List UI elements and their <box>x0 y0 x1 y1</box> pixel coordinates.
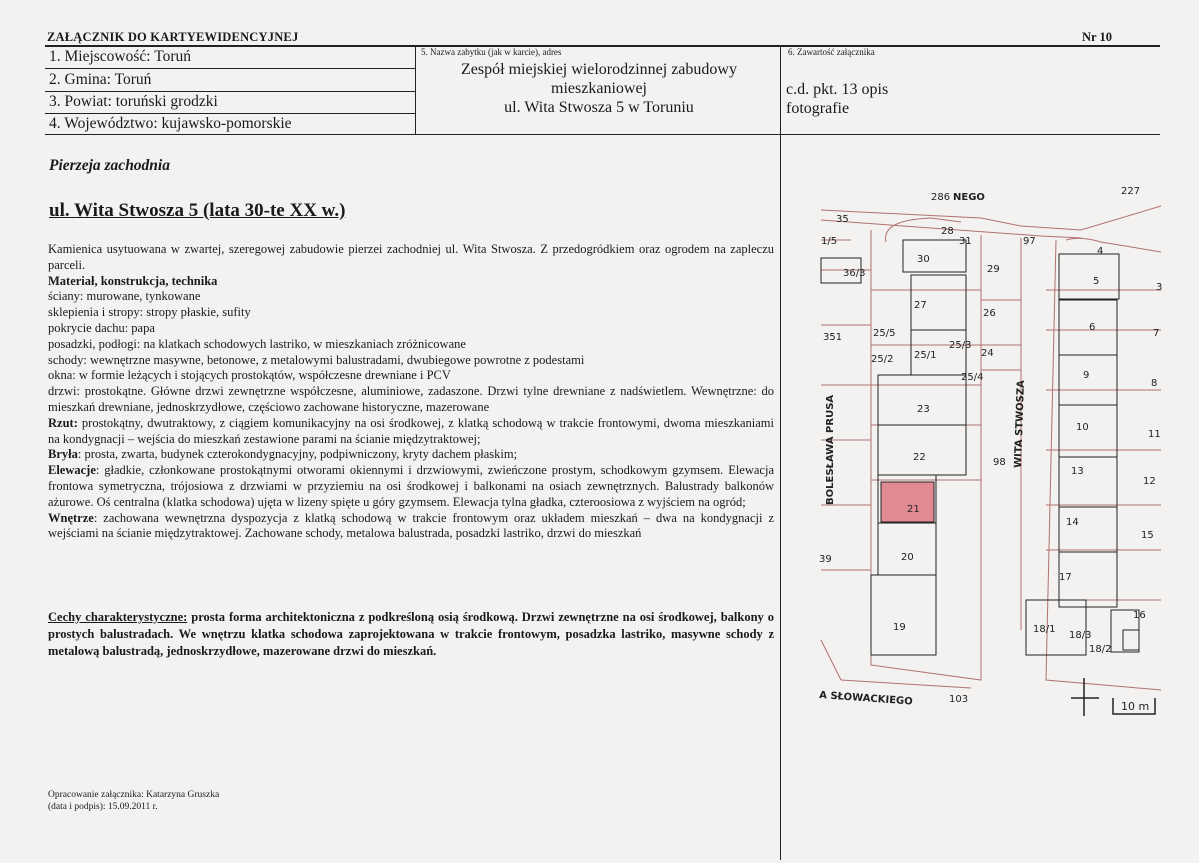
map-parcel-number: 5 <box>1093 276 1100 287</box>
monument-name <box>418 60 780 117</box>
map-street-top-right: 227 <box>1121 186 1141 197</box>
map-label: 18/3 <box>1069 630 1092 641</box>
map-label: 7 <box>1153 328 1160 339</box>
desc-windows: okna: w formie leżących i stojących prostokątów, współczesne drewniane i PCV <box>48 368 451 383</box>
characteristic-features <box>48 609 774 660</box>
map-label: 26 <box>983 308 996 319</box>
location-row-line-2 <box>45 91 415 92</box>
map-parcel-number: 22 <box>913 452 926 463</box>
map-label: 25/4 <box>961 372 984 383</box>
map-parcel-number: 27 <box>914 300 927 311</box>
map-label: 35 <box>836 214 849 225</box>
map-label: 8 <box>1151 378 1158 389</box>
map-label: 11 <box>1148 429 1161 440</box>
map-parcel-number: 14 <box>1066 517 1079 528</box>
frame-divider-1 <box>415 45 416 135</box>
map-parcel-number: 30 <box>917 254 930 265</box>
desc-body: Bryła: prosta, zwarta, budynek czterokondygnacyjny, podpiwniczony, kryty dachem płaskim; <box>48 447 518 462</box>
desc-plan: Rzut: prostokątny, dwutraktowy, z ciągiem komunikacyjny na osi środkowej, z klatką schodową w trakcie frontowymi, dwoma mieszkaniami na kondygnacji – wejścia do mieszkań zestawione parami na ścianie międzytraktowej; <box>48 415 775 446</box>
map-parcel-number: 19 <box>893 622 906 633</box>
map-parcel-number: 23 <box>917 404 930 415</box>
map-parcel-number: 21 <box>907 504 920 515</box>
building-heading: ul. Wita Stwosza 5 (lata 30-te XX w.) <box>49 200 346 221</box>
scale-label: 10 m <box>1121 700 1150 713</box>
map-parcel-number: 13 <box>1071 466 1084 477</box>
map-street-west: BOLESŁAWA PRUSA <box>825 394 836 505</box>
map-label: 28 <box>941 226 954 237</box>
map-label: 18/2 <box>1089 644 1112 655</box>
desc-floors: posadzki, podłogi: na klatkach schodowych lastriko, w mieszkaniach zróżnicowane <box>48 336 466 351</box>
cadastral-map <box>781 160 1180 720</box>
map-label: 4 <box>1097 246 1104 257</box>
description-body <box>48 242 774 542</box>
map-parcel-lines <box>821 206 1161 690</box>
location-row-line-1 <box>45 68 415 69</box>
map-label: 36/3 <box>843 268 866 279</box>
desc-interior: Wnętrze: zachowana wewnętrzna dyspozycja z klatką schodową w trakcie frontowym oraz układem mieszkań – dwa na kondygnacji z wejściami na ścianie międzytraktowej. Zachowane schody, metalowa balustrada, posadzki lastriko, drzwi do mieszkań <box>48 510 774 541</box>
document-title: ZAŁĄCZNIK DO KARTYEWIDENCYJNEJ <box>47 30 299 44</box>
map-parcel-number: 6 <box>1089 322 1096 333</box>
highlighted-parcel-21 <box>881 482 934 522</box>
location-row-line-3 <box>45 113 415 114</box>
footer-author: Opracowanie załącznika: Katarzyna Gruszka <box>48 790 220 800</box>
material-heading: Materiał, konstrukcja, technika <box>48 273 218 288</box>
map-street-east: WITA STWOSZA <box>1013 380 1028 469</box>
location-commune: 2. Gmina: Toruń <box>49 71 152 88</box>
monument-label: 5. Nazwa zabytku (jak w karcie), adres <box>421 47 562 57</box>
contents-label: 6. Zawartość załącznika <box>788 47 875 57</box>
contents-value <box>786 80 888 118</box>
location-district: 3. Powiat: toruński grodzki <box>49 93 218 110</box>
contents-line2: fotografie <box>786 100 850 117</box>
monument-name-line2: mieszkaniowej <box>551 80 647 97</box>
map-label: 1/5 <box>821 236 838 247</box>
map-label: 31 <box>959 236 972 247</box>
section-title: Pierzeja zachodnia <box>49 157 170 174</box>
desc-roof: pokrycie dachu: papa <box>48 320 155 335</box>
map-parcel-number: 18/1 <box>1033 624 1056 635</box>
map-parcel-number: 20 <box>901 552 914 563</box>
map-parcel-number: 10 <box>1076 422 1089 433</box>
location-town: 1. Miejscowość: Toruń <box>49 48 191 65</box>
document-number: Nr 10 <box>1082 30 1112 44</box>
map-label: 24 <box>981 348 994 359</box>
contents-line1: c.d. pkt. 13 opis <box>786 81 889 98</box>
footer-date: (data i podpis): 15.09.2011 r. <box>48 802 158 812</box>
desc-doors: drzwi: prostokątne. Główne drzwi zewnętrzne współczesne, aluminiowe, zadaszone. Drzwi tylne drewniane z nadświetlem. Wewnętrzne: do mieszkań drewniane, jednoskrzydłowe, częściowo zachowane historyczne, mazerowane <box>48 384 774 414</box>
map-label: 97 <box>1023 236 1036 247</box>
map-street-bottom-number: 103 <box>949 694 969 705</box>
monument-name-line1: Zespół miejskiej wielorodzinnej zabudowy <box>461 61 737 78</box>
map-parcel-number: 9 <box>1083 370 1090 381</box>
location-voivodeship: 4. Województwo: kujawsko-pomorskie <box>49 115 292 132</box>
map-label: 12 <box>1143 476 1156 487</box>
map-parcel-number: 17 <box>1059 572 1072 583</box>
desc-ceilings: sklepienia i stropy: stropy płaskie, sufity <box>48 305 251 320</box>
desc-walls: ściany: murowane, tynkowane <box>48 289 201 304</box>
description-intro: Kamienica usytuowana w zwartej, szeregowej zabudowie pierzei zachodniej ul. Wita Stwosza. Z przedogródkiem oraz ogrodem na zapleczu parceli. <box>48 242 774 272</box>
map-label: 351 <box>823 332 843 343</box>
features-text: prosta forma architektoniczna z podkreśloną osią środkową. Drzwi zewnętrzne na osi środkowej, balkony o prostych balustradach. We wnętrzu klatka schodowa zaprojektowana w trakcie frontowym, posadzka lastriko, masywne schody z metalową balustradą, jednoskrzydłowe, mazerowane drzwi do mieszkań. <box>48 610 774 658</box>
monument-address: ul. Wita Stwosza 5 w Toruniu <box>504 99 694 116</box>
map-buildings <box>821 240 1139 655</box>
map-label: 16 <box>1133 610 1146 621</box>
map-label: 25/3 <box>949 340 972 351</box>
map-label: 15 <box>1141 530 1154 541</box>
frame-top-line <box>45 45 1160 47</box>
map-label: 25/2 <box>871 354 894 365</box>
map-street-bottom: A SŁOWACKIEGO <box>818 690 914 708</box>
footer <box>48 789 219 813</box>
map-parcel-number: 25/1 <box>914 350 937 361</box>
map-label: 98 <box>993 457 1006 468</box>
scale-bar <box>1113 698 1155 714</box>
frame-header-bottom-line <box>45 134 1160 135</box>
map-label: 39 <box>819 554 832 565</box>
desc-elevation: Elewacje: gładkie, członkowane prostokątnymi otworami okiennymi i drzwiowymi, zwieńczone prostym, schodkowym gzymsem. Elewacja frontowa symetryczna, trójosiowa z drzwiami w przyziemiu na osi środkowej i balkonami na osiach zewnętrznych. Balustrady balkonów ażurowe. Oś centralna (klatka schodowa) ujęta w lizeny spięte u góry gzymsem. Elewacja tylna gładka, czteroosiowa z wyjściem na ogród; <box>48 463 774 509</box>
desc-stairs: schody: wewnętrzne masywne, betonowe, z metalowymi balustradami, dwubiegowe powrotne z podestami <box>48 352 585 367</box>
map-street-top-suffix: NEGO <box>953 192 985 203</box>
map-street-top-number: 286 <box>931 192 951 203</box>
map-label: 29 <box>987 264 1000 275</box>
map-label: 25/5 <box>873 328 896 339</box>
features-label: Cechy charakterystyczne: <box>48 610 188 624</box>
map-label: 3 <box>1156 282 1163 293</box>
